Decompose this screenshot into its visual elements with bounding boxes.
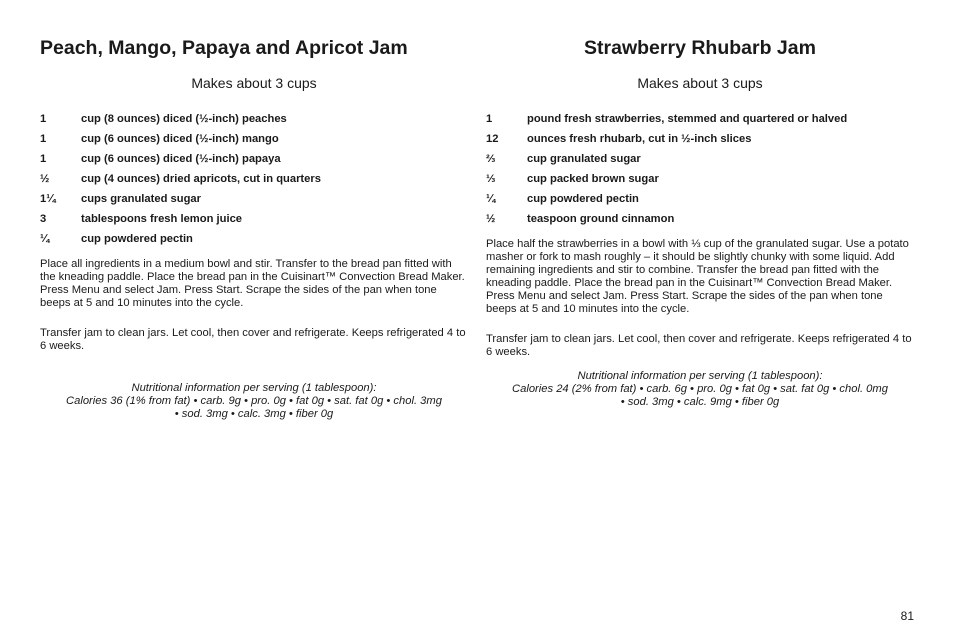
ingredient-qty: ⅓ — [486, 173, 496, 185]
ingredient-qty: 1 — [40, 133, 47, 145]
ingredient-row — [40, 172, 468, 186]
ingredient-row — [486, 152, 914, 166]
recipe-peach-mango-papaya-apricot-jam — [40, 36, 468, 421]
ingredient-qty: ⅔ — [486, 153, 496, 165]
ingredient-desc: cups granulated sugar — [81, 193, 201, 205]
instructions-paragraph: Place half the strawberries in a bowl with ⅓ cup of the granulated sugar. Use a potato masher or fork to mash roughly – it should be slightly chunky with some liquid. Add remaining ingredients and stir to combine. Transfer the bread pan fitted with the kneading paddle. Place the bread pan in the Cuisinart™ Convection Bread Maker. Press Menu and select Jam. Press Start. Scrape the sides of the pan when tone beeps at 5 and 10 minutes into the cycle. — [486, 238, 909, 315]
nutrition-heading: Nutritional information per serving (1 tablespoon): — [131, 382, 377, 394]
ingredient-desc: cup powdered pectin — [81, 233, 193, 245]
recipe-strawberry-rhubarb-jam — [486, 36, 914, 409]
ingredient-row — [486, 132, 914, 146]
ingredient-row — [40, 132, 468, 146]
ingredient-desc: cup (8 ounces) diced (½-inch) peaches — [81, 113, 287, 125]
ingredient-qty: 1 — [40, 153, 47, 165]
nutrition-values: Calories 36 (1% from fat) • carb. 9g • pro. 0g • fat 0g • sat. fat 0g • chol. 3mg — [66, 395, 442, 407]
ingredient-qty: 1 — [486, 113, 493, 125]
ingredient-list — [486, 112, 914, 226]
recipe-title: Strawberry Rhubarb Jam — [584, 37, 816, 59]
nutrition-values: Calories 24 (2% from fat) • carb. 6g • pro. 0g • fat 0g • sat. fat 0g • chol. 0mg — [512, 383, 888, 396]
ingredient-qty: 1 — [40, 113, 47, 125]
ingredient-desc: teaspoon ground cinnamon — [527, 213, 675, 225]
recipe-title: Peach, Mango, Papaya and Apricot Jam — [40, 37, 408, 59]
ingredient-desc: tablespoons fresh lemon juice — [81, 213, 243, 225]
nutrition-values-cont: • sod. 3mg • calc. 3mg • fiber 0g — [174, 408, 334, 420]
ingredient-row — [486, 212, 914, 226]
ingredient-row — [486, 172, 914, 186]
ingredient-desc: cup (4 ounces) dried apricots, cut in quarters — [81, 173, 321, 185]
ingredient-qty: ½ — [40, 173, 50, 185]
ingredient-row — [40, 152, 468, 166]
recipe-yield: Makes about 3 cups — [637, 75, 763, 91]
ingredient-list — [40, 112, 468, 246]
ingredient-row — [486, 112, 914, 126]
nutrition-values-cont: • sod. 3mg • calc. 9mg • fiber 0g — [620, 396, 780, 409]
ingredient-desc: cup (6 ounces) diced (½-inch) mango — [81, 133, 279, 145]
page-number: 81 — [900, 609, 914, 623]
storage-paragraph: Transfer jam to clean jars. Let cool, then cover and refrigerate. Keeps refrigerated 4 to 6 weeks. — [486, 333, 912, 358]
ingredient-row — [40, 112, 468, 126]
recipe-yield: Makes about 3 cups — [191, 75, 317, 91]
nutrition-heading: Nutritional information per serving (1 tablespoon): — [577, 370, 823, 383]
ingredient-qty: ¼ — [40, 233, 50, 245]
nutrition-info — [486, 370, 914, 409]
ingredient-row — [40, 232, 468, 246]
ingredient-desc: cup granulated sugar — [527, 153, 641, 165]
storage-paragraph: Transfer jam to clean jars. Let cool, then cover and refrigerate. Keeps refrigerated 4 to 6 weeks. — [40, 327, 466, 352]
ingredient-qty: ¼ — [486, 193, 496, 205]
ingredient-qty: ½ — [486, 213, 496, 225]
nutrition-info — [40, 382, 468, 421]
instructions-paragraph: Place all ingredients in a medium bowl and stir. Transfer to the bread pan fitted with the kneading paddle. Place the bread pan in the Cuisinart™ Convection Bread Maker. Press Menu and select Jam. Press Start. Scrape the sides of the pan when tone beeps at 5 and 10 minutes into the cycle. — [40, 258, 465, 309]
ingredient-row — [40, 192, 468, 206]
ingredient-desc: cup (6 ounces) diced (½-inch) papaya — [81, 153, 281, 165]
ingredient-qty: 3 — [40, 213, 47, 225]
ingredient-row — [486, 192, 914, 206]
ingredient-row — [40, 212, 468, 226]
ingredient-desc: cup powdered pectin — [527, 193, 639, 205]
ingredient-qty: 12 — [486, 133, 499, 145]
ingredient-desc: pound fresh strawberries, stemmed and quartered or halved — [527, 113, 848, 125]
ingredient-qty: 1¼ — [40, 193, 56, 205]
ingredient-desc: ounces fresh rhubarb, cut in ½-inch slices — [527, 133, 752, 145]
ingredient-desc: cup packed brown sugar — [527, 173, 659, 185]
